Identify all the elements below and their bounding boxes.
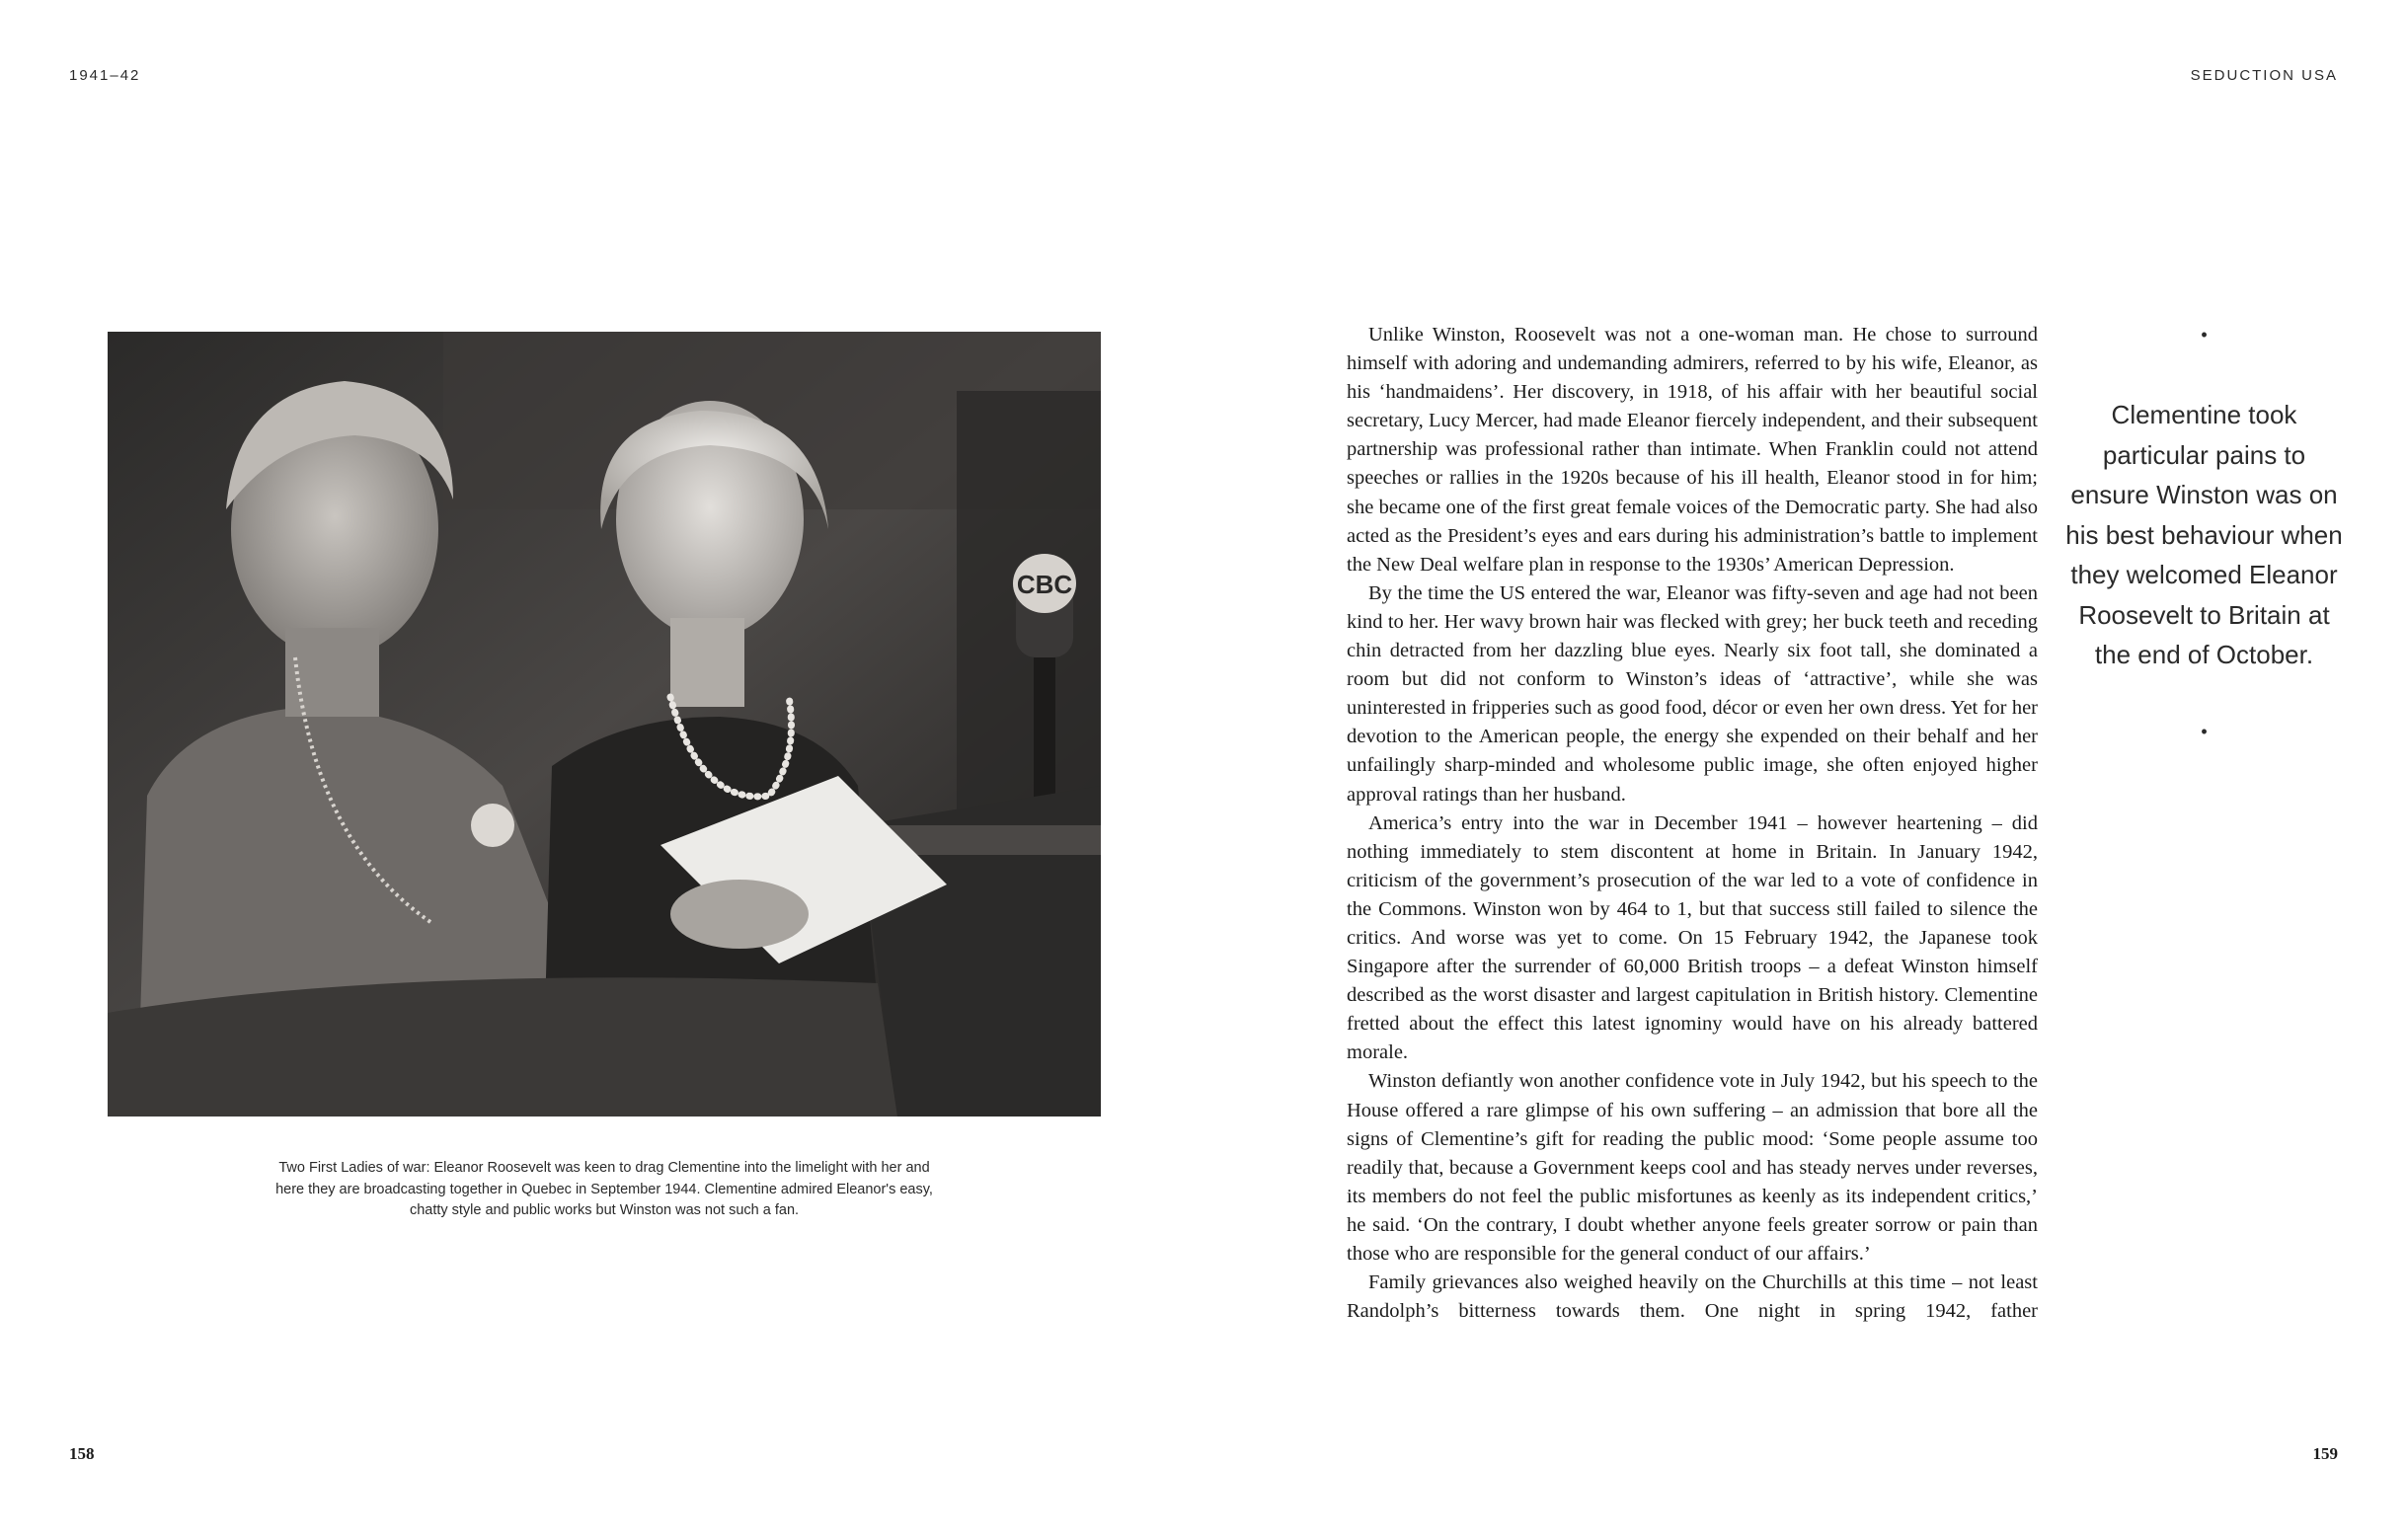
pull-quote — [2063, 326, 2345, 740]
pull-quote-dot-bottom: • — [2201, 721, 2208, 741]
running-head-right: SEDUCTION USA — [2190, 67, 2338, 84]
photo-caption: Two First Ladies of war: Eleanor Roosevelt was keen to drag Clementine into the limelight with her and here they are broadcasting together in Quebec in September 1944. Clementine admired Eleanor's easy, chatty style and public works but Winston was not such a fan. — [275, 1160, 933, 1218]
photograph — [108, 332, 1101, 1116]
body-text — [1347, 321, 2038, 1326]
body-paragraph: Unlike Winston, Roosevelt was not a one-woman man. He chose to surround himself with adoring and undemanding admirers, referred to by his wife, Eleanor, as his ‘handmaidens’. Her discovery, in 1918, of his affair with her beautiful social secretary, Lucy Mercer, had made Eleanor fiercely independent, and their subsequent partnership was professional rather than intimate. When Franklin could not attend speeches or rallies in the 1920s because of his ill health, Eleanor stood in for him; she became one of the first great female voices of the Democratic party. She had also acted as the President’s eyes and ears during his administration’s battle to implement the New Deal welfare plan in response to the 1930s’ American Depression. — [1347, 324, 2038, 576]
microphone-label: CBC — [1016, 570, 1073, 599]
running-head-left: 1941–42 — [69, 67, 141, 84]
photo-illustration — [108, 332, 1101, 1116]
page-number-left: 158 — [69, 1444, 95, 1463]
pull-quote-dot-top: • — [2201, 325, 2208, 345]
body-paragraph: Family grievances also weighed heavily on the Churchills at this time – not least Randolph’s bitterness towards them. One night in spring 1942, father — [1347, 1271, 2038, 1323]
body-paragraph: America’s entry into the war in December 1941 – however heartening – did nothing immediately to stem discontent at home in Britain. In January 1942, criticism of the government’s prosecution of the war led to a vote of confidence in the Commons. Winston won by 464 to 1, but that success still failed to silence the critics. And worse was yet to come. On 15 February 1942, the Japanese took Singapore after the surrender of 60,000 British troops – a defeat Winston himself described as the worst disaster and largest capitulation in British history. Clementine fretted about the effect this latest ignominy would have on his already battered morale. — [1347, 811, 2038, 1064]
page-number-right: 159 — [2312, 1444, 2338, 1463]
body-paragraph: Winston defiantly won another confidence vote in July 1942, but his speech to the House offered a rare glimpse of his own suffering – an admission that bore all the signs of Clementine’s gift for reading the public mood: ‘Some people assume too readily that, because a Government keeps cool and has steady nerves under reverses, its members do not feel the public misfortunes as keenly as its independent critics,’ he said. ‘On the contrary, I doubt whether anyone feels greater sorrow or pain than those who are responsible for the general conduct of our affairs.’ — [1347, 1070, 2038, 1265]
pull-quote-text: Clementine took particular pains to ensure Winston was on his best behaviour when they welcomed Eleanor Roosevelt to Britain at the end of October. — [2065, 400, 2343, 669]
body-paragraph: By the time the US entered the war, Eleanor was fifty-seven and age had not been kind to her. Her wavy brown hair was flecked with grey; her buck teeth and receding chin detracted from her dazzling blue eyes. Nearly six foot tall, she dominated a room but did not conform to Winston’s ideas of ‘attractive’, while she was uninterested in fripperies such as good food, décor or even her own dress. Yet for her devotion to the American people, the energy she expended on their behalf and her unfailingly sharp-minded and wholesome public image, she often enjoyed higher approval ratings than her husband. — [1347, 581, 2038, 806]
